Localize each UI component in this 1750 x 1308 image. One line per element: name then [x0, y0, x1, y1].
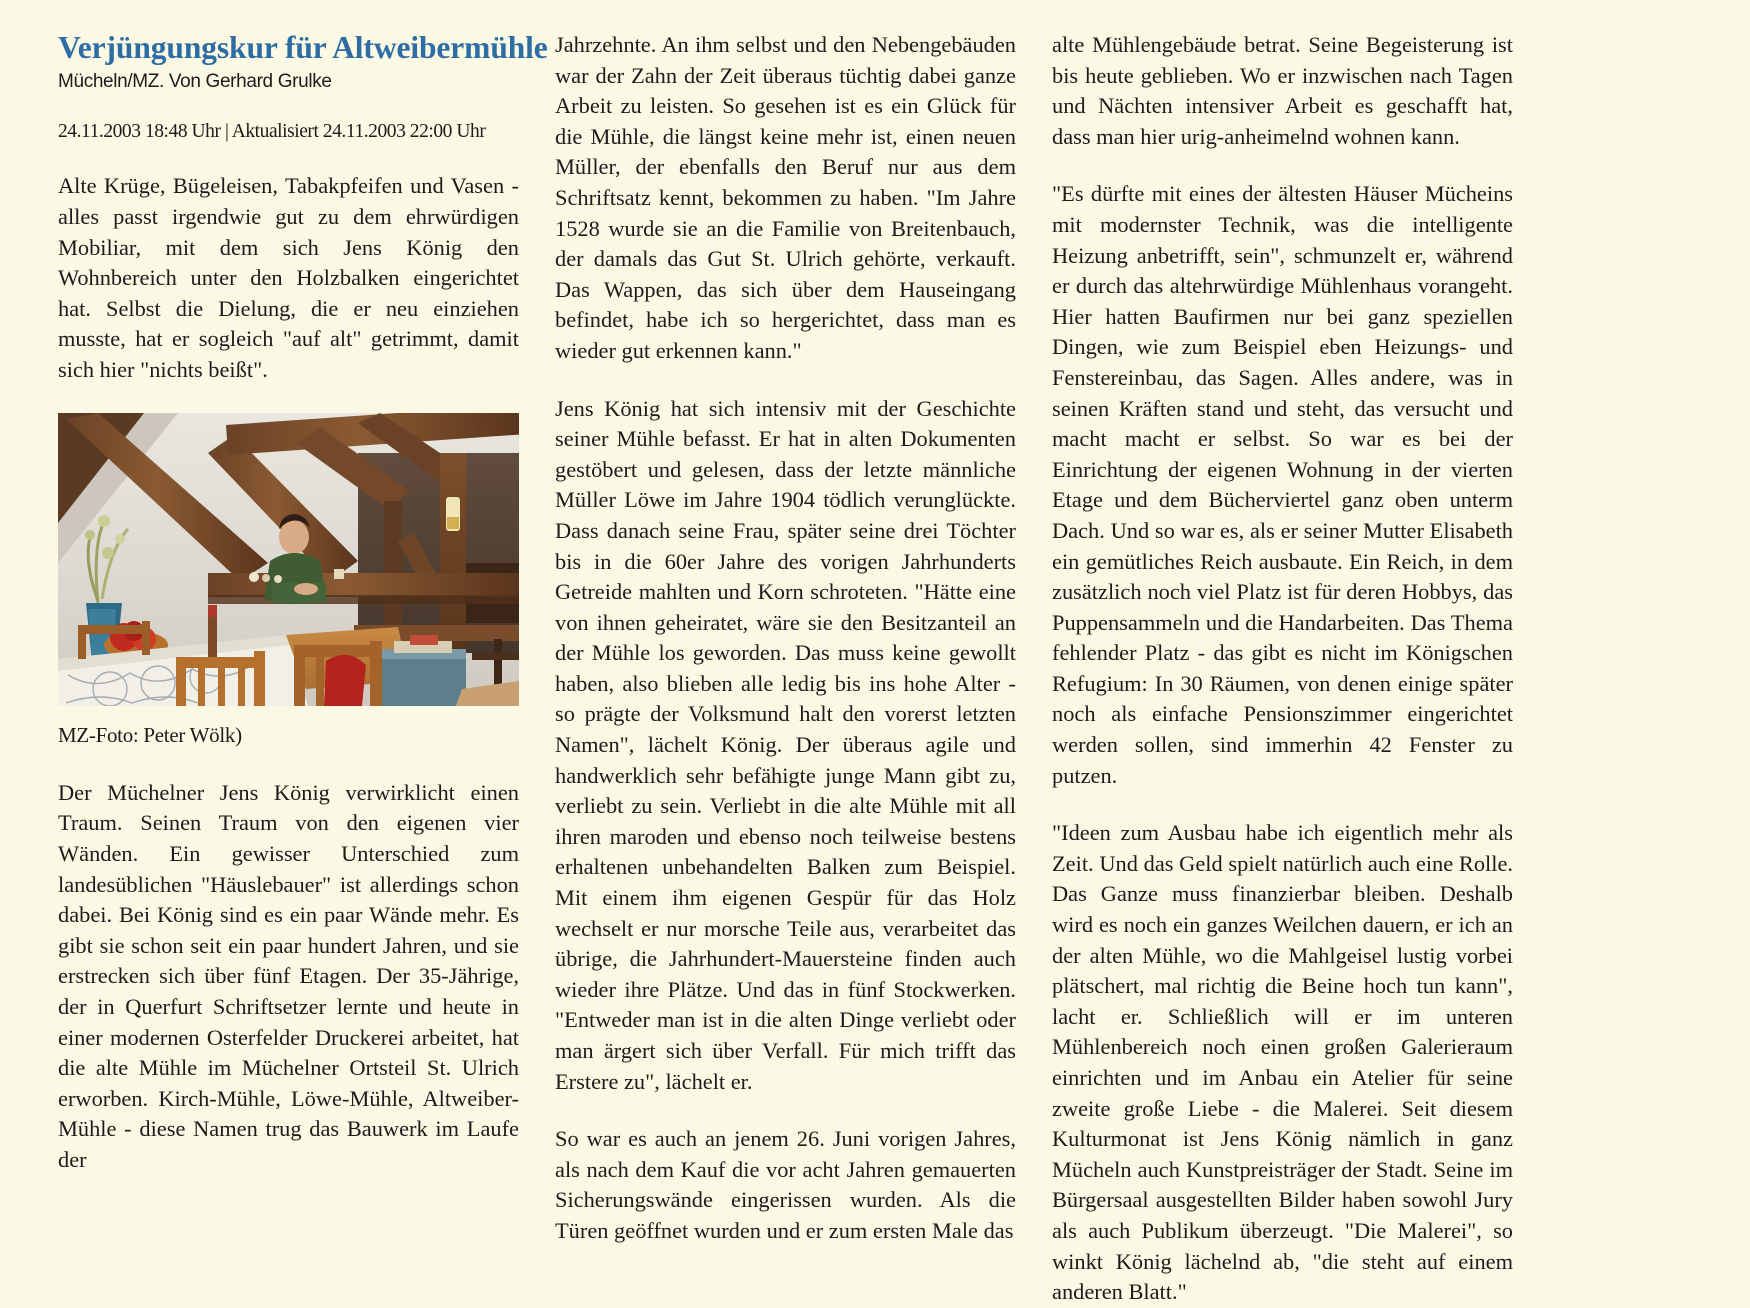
paragraph: "Ideen zum Ausbau habe ich eigentlich mehr als Zeit. Und das Geld spielt natürlich auch eine Rolle. Das Ganze muss finanzierbar bleiben. Deshalb wird es noch ein ganzes Weilchen dauern, er ich an der alten Mühle, wo die Mahlgeisel lustig vorbei plätschert, mal richtig die Beine hoch tun kann", lacht er. Schließlich will er im unteren Mühlenbereich noch einen großen Galerieraum einrichten und im Anbau ein Atelier für seine zweite große Liebe - die Malerei. Seit diesem Kulturmonat ist Jens König nämlich in ganz Mücheln auch Kunstpreisträger der Stadt. Seine im Bürgersaal ausgestellten Bilder haben sowohl Jury als auch Publikum überzeugt. "Die Malerei", so winkt König lächelnd ab, "die steht auf einem anderen Blatt." — [1052, 820, 1513, 1305]
page-title: Verjüngungskur für Altweibermühle — [58, 30, 548, 65]
article-photo — [58, 413, 519, 748]
paragraph: "Es dürfte mit eines der ältesten Häuser Mücheins mit modernster Technik, was die intelligente Heizung anbetrifft, sein", schmunzelt er, während er durch das altehrwürdige Mühlenhaus vorangeht. Hier hatten Baufirmen nur bei ganz speziellen Dingen, wie zum Beispiel eben Heizungs- und Fenstereinbau, das Sagen. Alles andere, was in seinen Kräften stand und steht, das versucht und macht macht er selbst. So war es bei der Einrichtung der eigenen Wohnung in der vierten Etage und dem Bücherviertel ganz oben unterm Dach. Und so war es, als er seiner Mutter Elisabeth ein gemütliches Reich ausbaute. Ein Reich, in dem zusätzlich noch viel Platz ist für deren Hobbys, das Puppensammeln und die Handarbeiten. Das Thema fehlender Platz - das gibt es nicht im Königschen Refugium: In 30 Räumen, von denen einige später noch als einfache Pensionszimmer eingerichtet werden sollen, sind immerhin 42 Fenster zu putzen. — [1052, 181, 1513, 788]
paragraph: Jahrzehnte. An ihm selbst und den Nebengebäuden war der Zahn der Zeit überaus tüchtig dabei ganze Arbeit zu leisten. So gesehen ist es ein Glück für die Mühle, die längst keine mehr ist, einen neuen Müller, der ebenfalls den Beruf nur aus dem Schriftsatz kennt, bekommen zu haben. "Im Jahre 1528 wurde sie an die Familie von Breitenbauch, der damals das Gut St. Ulrich gehörte, verkauft. Das Wappen, das sich über dem Hauseingang befindet, habe ich so hergerichtet, dass man es wieder gut erkennen kann." — [555, 32, 1016, 363]
column-2 — [555, 30, 1016, 1247]
article-columns — [58, 30, 1513, 1308]
timestamp: 24.11.2003 18:48 Uhr | Aktualisiert 24.11.2003 22:00 Uhr — [58, 121, 486, 143]
paragraph: So war es auch an jenem 26. Juni vorigen Jahres, als nach dem Kauf die vor acht Jahren gemauerten Sicherungswände eingerissen wurden. Als die Türen geöffnet wurden und er zum ersten Male das — [555, 1126, 1016, 1243]
column-3 — [1052, 30, 1513, 1308]
photo-caption: MZ-Foto: Peter Wölk) — [58, 722, 242, 747]
paragraph: Der Müchelner Jens König verwirklicht einen Traum. Seinen Traum von den eigenen vier Wänden. Ein gewisser Unterschied zum landesüblichen "Häuslebauer" ist allerdings schon dabei. Bei König sind es ein paar Wände mehr. Es gibt sie schon seit ein paar hundert Jahren, und sie erstrecken sich über fünf Etagen. Der 35-Jährige, der in Querfurt Schriftsetzer lernte und heute in einer modernen Osterfelder Druckerei arbeitet, hat die alte Mühle im Müchelner Ortsteil St. Ulrich erworben. Kirch-Mühle, Löwe-Mühle, Altweiber-Mühle - diese Namen trug das Bauwerk im Laufe der — [58, 779, 519, 1172]
photo-image — [58, 413, 519, 706]
paragraph: Jens König hat sich intensiv mit der Geschichte seiner Mühle befasst. Er hat in alten Dokumenten gestöbert und gelesen, dass der letzte männliche Müller Löwe im Jahre 1904 tödlich verunglückte. Dass danach seine Frau, später seine drei Töchter bis in die 60er Jahre des vorigen Jahrhunderts Getreide mahlten und Korn schroteten. "Hätte eine von ihnen geheiratet, wäre sie den Besitzanteil an der Mühle los geworden. Das muss keine gewollt haben, also blieben alle ledig bis ins hohe Alter - so prägte der Volksmund halt den vorerst letzten Namen", lächelt König. Der überaus agile und handwerklich sehr befähigte junge Mann gibt zu, verliebt zu sein. Verliebt in die alte Mühle mit all ihren maroden und ebenso noch teilweise bestens erhaltenen unbehandelten Balken zum Beispiel. Mit einem ihm eigenen Gespür für das Holz wechselt er nur morsche Teile aus, verarbeitet das übrige, die Jahrhundert-Mauersteine finden auch wieder ihre Plätze. Und das in fünf Stockwerken. "Entweder man ist in die alten Dinge verliebt oder man ärgert sich über Verfall. Für mich trifft das Erstere zu", lächelt er. — [555, 395, 1016, 1094]
attic-interior-illustration — [58, 413, 519, 706]
column-1 — [58, 30, 548, 1176]
paragraph: Alte Krüge, Bügeleisen, Tabakpfeifen und Vasen - alles passt irgendwie gut zu dem ehrwürdigen Mobiliar, mit dem sich Jens König den Wohnbereich unter den Holzbalken eingerichtet hat. Selbst die Dielung, die er neu einziehen musste, hat er sogleich "auf alt" getrimmt, damit sich hier "nichts beißt". — [58, 173, 519, 383]
byline: Mücheln/MZ. Von Gerhard Grulke — [58, 71, 332, 93]
paragraph: alte Mühlengebäude betrat. Seine Begeisterung ist bis heute geblieben. Wo er inzwischen nach Tagen und Nächten intensiver Arbeit es geschafft hat, dass man hier urig-anheimelnd wohnen kann. — [1052, 32, 1513, 149]
